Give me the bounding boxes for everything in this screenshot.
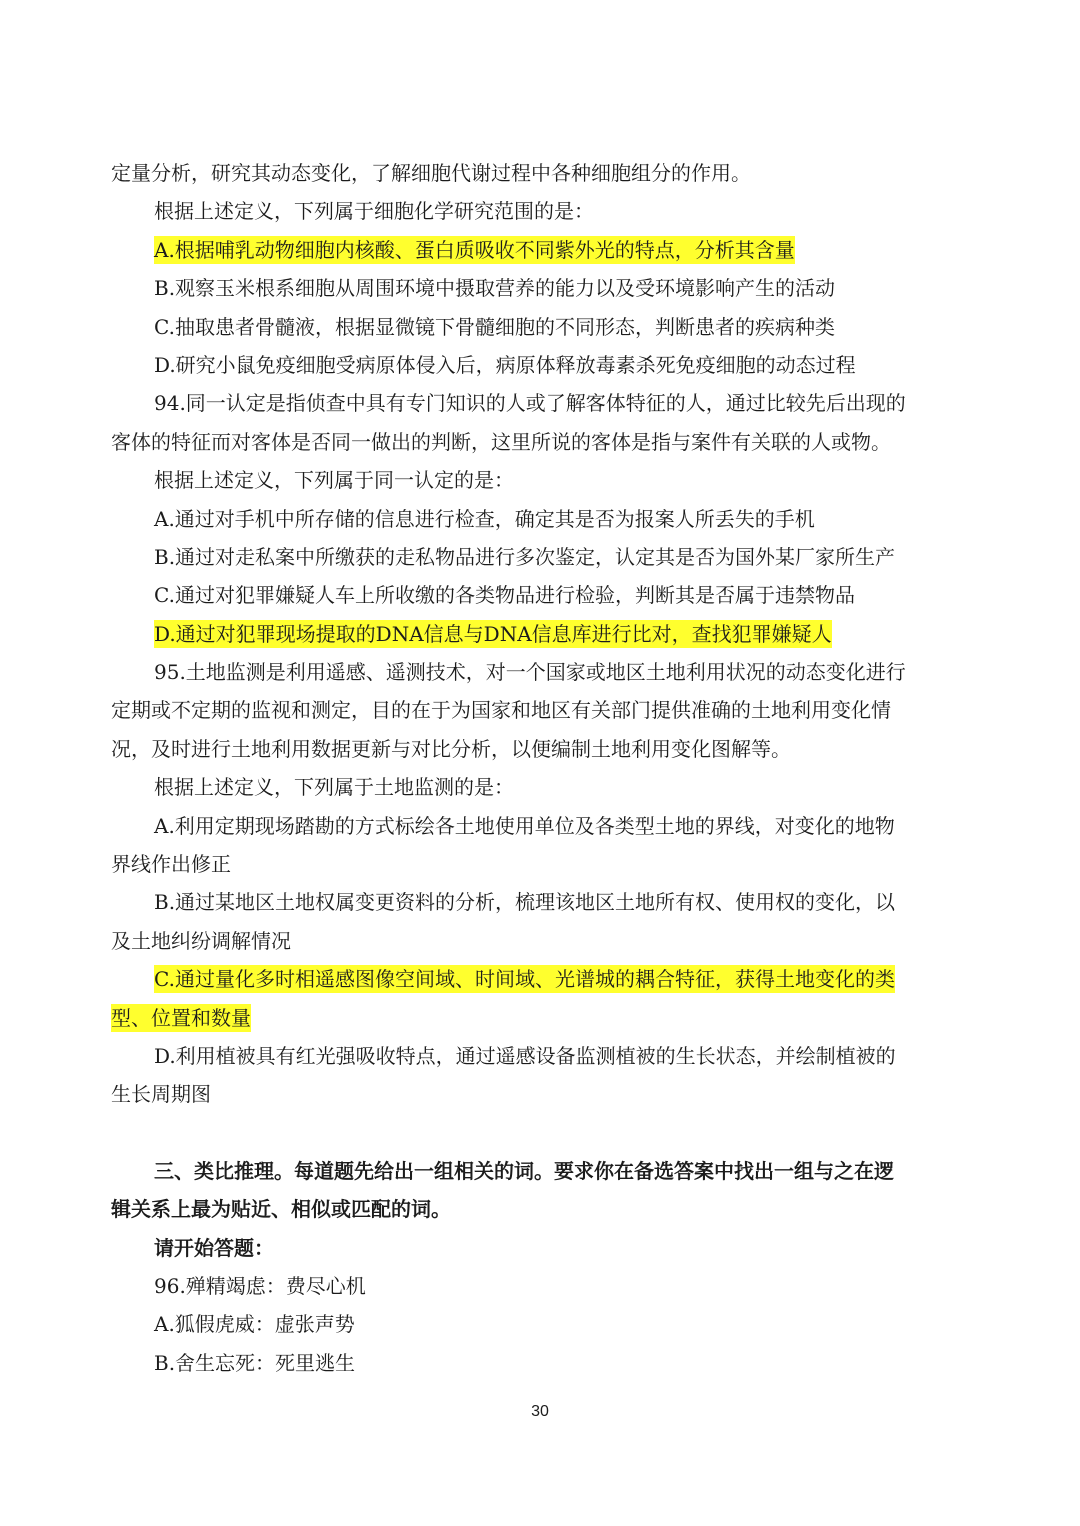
q94-prompt: 根据上述定义，下列属于同一认定的是： <box>154 468 514 493</box>
q95-definition-line2: 定期或不定期的监视和测定，目的在于为国家和地区有关部门提供准确的土地利用变化情 <box>111 698 891 723</box>
q93-option-b: B.观察玉米根系细胞从周围环境中摄取营养的能力以及受环境影响产生的活动 <box>154 276 836 301</box>
highlighted-answer: C.通过量化多时相遥感图像空间域、时间域、光谱城的耦合特征，获得土地变化的类 <box>154 967 895 992</box>
q94-option-c: C.通过对犯罪嫌疑人车上所收缴的各类物品进行检验，判断其是否属于违禁物品 <box>154 583 855 608</box>
highlighted-answer: A.根据哺乳动物细胞内核酸、蛋白质吸收不同紫外光的特点，分析其含量 <box>154 237 795 262</box>
q96-stem: 96.殚精竭虑：费尽心机 <box>154 1273 366 1298</box>
section-gap <box>111 1114 971 1152</box>
q95-option-d-line1: D.利用植被具有红光强吸收特点，通过遥感设备监测植被的生长状态，并绘制植被的 <box>154 1043 896 1068</box>
section-heading-line2: 辑关系上最为贴近、相似或匹配的词。 <box>111 1197 451 1222</box>
q93-definition-tail: 定量分析，研究其动态变化，了解细胞代谢过程中各种细胞组分的作用。 <box>111 161 751 185</box>
q95-option-c-line1 <box>111 960 971 998</box>
section-heading: 三、类比推理。每道题先给出一组相关的词。要求你在备选答案中找出一组与之在逻 <box>154 1158 894 1183</box>
q96-option-b: B.舍生忘死：死里逃生 <box>154 1350 356 1375</box>
highlighted-answer: 型、位置和数量 <box>111 1005 251 1030</box>
q96-option-a: A.狐假虎威：虚张声势 <box>154 1312 355 1337</box>
q94-option-b: B.通过对走私案中所缴获的走私物品进行多次鉴定，认定其是否为国外某厂家所生产 <box>154 544 896 569</box>
document-body <box>111 154 971 1382</box>
q94-option-d <box>111 615 971 653</box>
q95-option-d-line2: 生长周期图 <box>111 1082 211 1107</box>
q93-option-a <box>111 231 971 269</box>
q93-prompt: 根据上述定义，下列属于细胞化学研究范围的是： <box>154 199 594 224</box>
q95-option-b-line2: 及土地纠纷调解情况 <box>111 928 291 953</box>
q93-option-d: D.研究小鼠免疫细胞受病原体侵入后，病原体释放毒素杀死免疫细胞的动态过程 <box>154 352 856 377</box>
q94-definition-line1: 94.同一认定是指侦查中具有专门知识的人或了解客体特征的人，通过比较先后出现的 <box>154 391 906 416</box>
start-prompt: 请开始答题： <box>154 1235 274 1260</box>
q93-option-c: C.抽取患者骨髓液，根据显微镜下骨髓细胞的不同形态，判断患者的疾病种类 <box>154 314 835 339</box>
q95-option-b-line1: B.通过某地区土地权属变更资料的分析，梳理该地区土地所有权、使用权的变化，以 <box>154 890 896 915</box>
q94-definition-line2: 客体的特征而对客体是否同一做出的判断，这里所说的客体是指与案件有关联的人或物。 <box>111 429 891 454</box>
q94-option-a: A.通过对手机中所存储的信息进行检查，确定其是否为报案人所丢失的手机 <box>154 506 815 531</box>
q95-prompt: 根据上述定义，下列属于土地监测的是： <box>154 775 514 800</box>
q95-option-a-line2: 界线作出修正 <box>111 852 231 877</box>
q95-definition-line1: 95.土地监测是利用遥感、遥测技术，对一个国家或地区土地利用状况的动态变化进行 <box>154 660 906 685</box>
highlighted-answer: D.通过对犯罪现场提取的DNA信息与DNA信息库进行比对，查找犯罪嫌疑人 <box>154 621 832 646</box>
q95-definition-line3: 况，及时进行土地利用数据更新与对比分析，以便编制土地利用变化图解等。 <box>111 736 791 761</box>
q95-option-c-line2 <box>111 999 971 1037</box>
page-number: 30 <box>531 1403 549 1420</box>
q95-option-a-line1: A.利用定期现场踏勘的方式标绘各土地使用单位及各类型土地的界线，对变化的地物 <box>154 813 895 838</box>
